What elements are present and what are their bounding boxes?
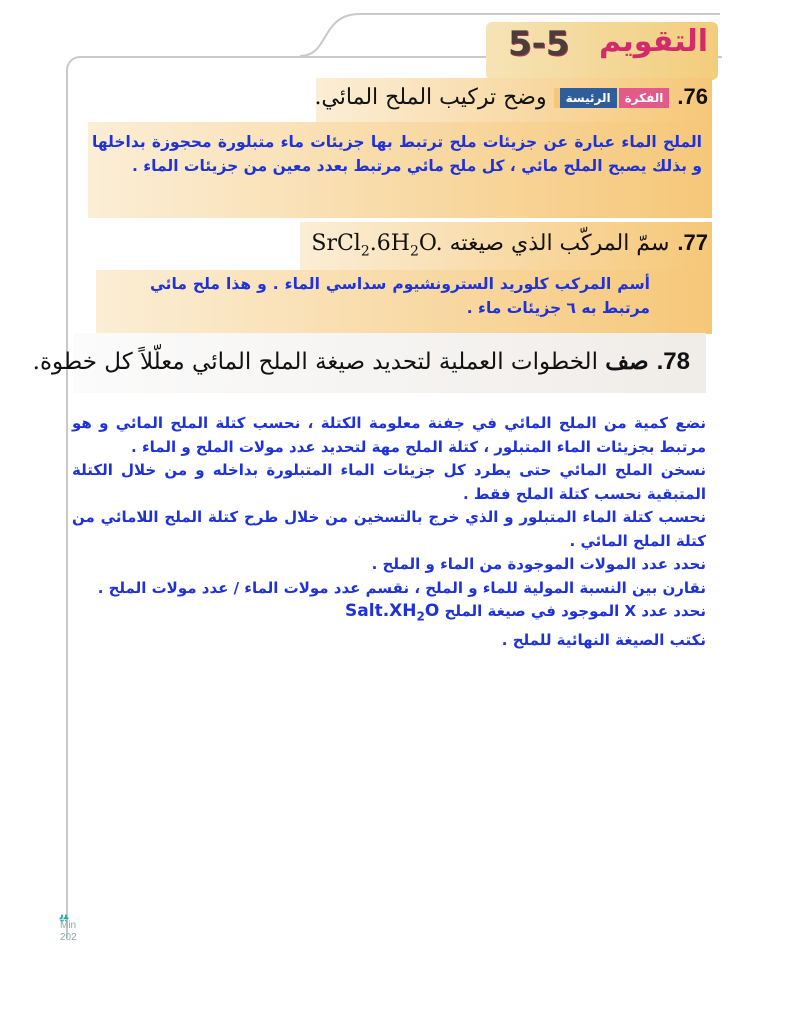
main-idea-badge: الرئيسة [554, 88, 617, 108]
footer-line-2: 202 [60, 932, 77, 943]
q78-step-5: نقارن بين النسبة المولية للماء و الملح ، نقسم عدد مولات الماء / عدد مولات الملح . [97, 578, 706, 597]
q78-step-6: نحدد عدد X الموجود في صيغة الملح $Salt.XH_2O$ [345, 601, 706, 624]
q76-answer: الملح الماء عبارة عن جزيئات ملح ترتبط بها جزيئات ماء متبلورة محجوزة بداخلها و بذلك يصبح الملح مائي ، كل ملح مائي مرتبط بعدد معين من جزيئات الماء . [92, 133, 702, 175]
q78-step-3: نحسب كتلة الماء المتبلور و الذي خرج بالتسخين من خلال طرح كتلة الملح اللامائي من كتلة الملح المائي . [72, 508, 706, 550]
q76-number: 76. [677, 84, 708, 109]
idea-badge: الفكرة [619, 88, 670, 108]
q77-text: سمّ المركّب الذي صيغته [449, 231, 670, 256]
q77-number: 77. [677, 230, 708, 255]
q78-number: 78. [656, 348, 690, 375]
q76-question [314, 84, 708, 110]
q78-step-7: نكتب الصيغة النهائية للملح . [501, 630, 706, 649]
section-title: التقويم [599, 24, 708, 59]
q78-step-1: نضع كمية من الملح المائي في جفنة معلومة الكتلة ، نحسب كتلة الملح المائي و هو مرتبط بجزيئات الماء المتبلور ، كتلة الملح مهة لتحديد عدد مولات الملح و الماء . [72, 414, 706, 456]
q78-verb: صف [605, 348, 649, 375]
publisher-logo: ﺒﻳ [60, 906, 69, 922]
q77-question [311, 230, 708, 259]
footer-publisher-mark [60, 908, 77, 944]
q76-text: وضح تركيب الملح المائي. [314, 85, 547, 110]
q78-step-4: نحدد عدد المولات الموجودة من الماء و الملح . [371, 555, 706, 573]
q77-answer: أسم المركب كلوريد السترونشيوم سداسي الماء . و هذا ملح مائي مرتبط به ٦ جزيئات ماء . [150, 275, 650, 317]
footer-line-1: Min [60, 920, 77, 931]
q77-formula: $SrCl_2.6H_2O$. [311, 231, 443, 260]
q78-question [33, 348, 690, 376]
q78-text: الخطوات العملية لتحديد صيغة الملح المائي معلّلاً كل خطوة. [32, 349, 598, 375]
salt-formula: $Salt.XH_2O$ [345, 601, 440, 624]
q78-step-2: نسخن الملح المائي حتى يطرد كل جزيئات الماء المتبلورة بداخله و من خلال الكتلة المتبقية نحسب كتلة الملح فقط . [72, 461, 706, 503]
q78-answer [72, 412, 706, 652]
section-number: 5-5 [508, 24, 570, 64]
